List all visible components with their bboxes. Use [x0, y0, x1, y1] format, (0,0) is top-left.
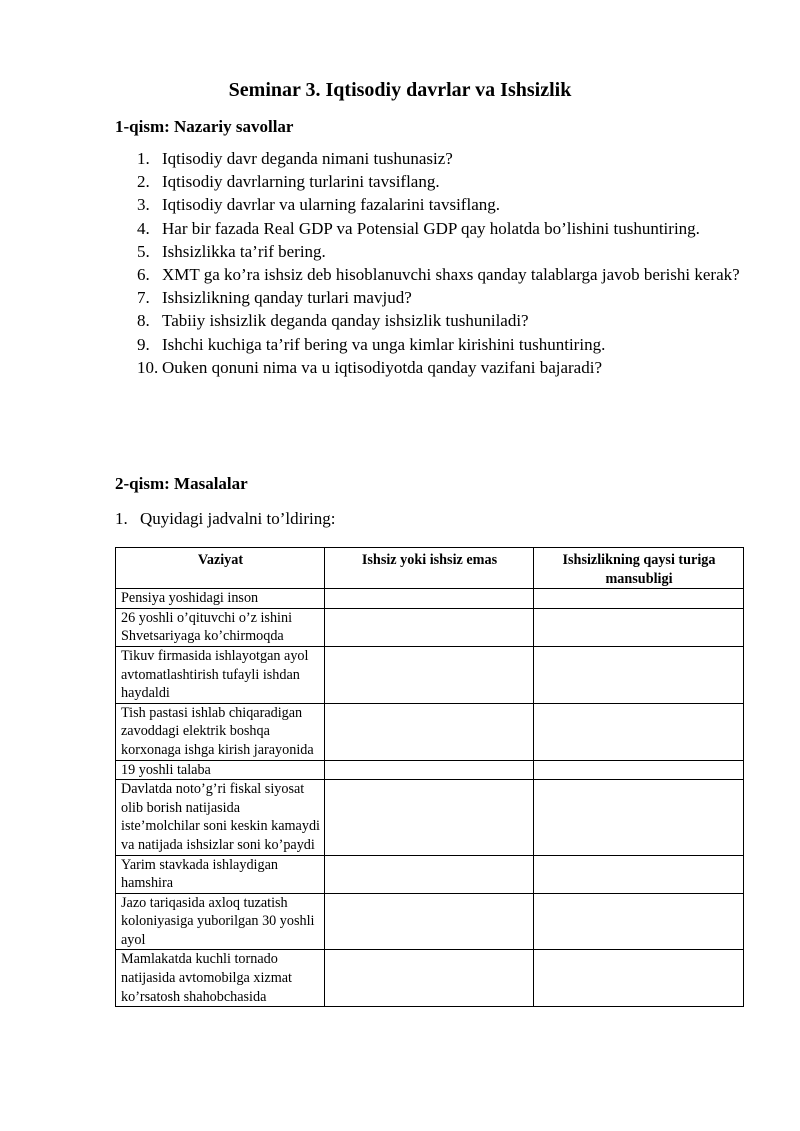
table-row — [116, 893, 744, 950]
question-list — [115, 147, 747, 379]
cell-status[interactable] — [325, 893, 534, 950]
list-item-number: 5. — [137, 241, 150, 261]
list-item — [115, 286, 747, 309]
list-item-number: 8. — [137, 311, 150, 331]
table-header-row — [116, 548, 744, 589]
cell-type[interactable] — [534, 950, 744, 1007]
list-item-text: Ishsizlikning qanday turlari mavjud? — [162, 288, 412, 308]
list-item-number: 9. — [137, 334, 150, 354]
cell-status[interactable] — [325, 855, 534, 893]
cell-situation: Tikuv firmasida ishlayotgan ayol avtomatlashtirish tufayli ishdan haydaldi — [116, 646, 325, 703]
list-item-text: XMT ga ko’ra ishsiz deb hisoblanuvchi shaxs qanday talablarga javob berishi kerak? — [162, 265, 740, 285]
list-item-number: 2. — [137, 172, 150, 192]
cell-type[interactable] — [534, 893, 744, 950]
cell-status[interactable] — [325, 950, 534, 1007]
cell-type[interactable] — [534, 608, 744, 646]
list-item — [115, 333, 747, 356]
table-row — [116, 589, 744, 609]
cell-type[interactable] — [534, 589, 744, 609]
list-item-number: 3. — [137, 195, 150, 215]
list-item — [115, 356, 747, 379]
cell-type[interactable] — [534, 646, 744, 703]
list-item-text: Ouken qonuni nima va u iqtisodiyotda qanday vazifani bajaradi? — [162, 357, 602, 377]
task-text: Quyidagi jadvalni to’ldiring: — [140, 509, 336, 528]
list-item — [115, 217, 747, 240]
list-item-text: Har bir fazada Real GDP va Potensial GDP qay holatda bo’lishini tushuntiring. — [162, 218, 700, 238]
page-title: Seminar 3. Iqtisodiy davrlar va Ishsizlik — [228, 79, 572, 101]
list-item-text: Iqtisodiy davr deganda nimani tushunasiz? — [162, 149, 453, 168]
list-item-number: 4. — [137, 218, 150, 238]
cell-situation: 26 yoshli o’qituvchi o’z ishini Shvetsariyaga ko’chirmoqda — [116, 608, 325, 646]
cell-type[interactable] — [534, 703, 744, 760]
table-row — [116, 703, 744, 760]
cell-type[interactable] — [534, 760, 744, 780]
cell-situation: Davlatda noto’g’ri fiskal siyosat olib borish natijasida iste’molchilar soni keskin kamaydi va natijada ishsizlar soni ko’paydi — [116, 780, 325, 855]
table-row — [116, 608, 744, 646]
cell-status[interactable] — [325, 760, 534, 780]
cell-status[interactable] — [325, 608, 534, 646]
table-row — [116, 950, 744, 1007]
table-row — [116, 646, 744, 703]
cell-type[interactable] — [534, 855, 744, 893]
list-item — [115, 309, 747, 332]
list-item-number: 6. — [137, 265, 150, 285]
list-item — [115, 263, 747, 286]
list-item-text: Iqtisodiy davrlar va ularning fazalarini tavsiflang. — [162, 195, 500, 215]
list-item — [115, 193, 747, 216]
list-item-number: 10. — [137, 357, 159, 377]
column-header-situation: Vaziyat — [116, 548, 325, 589]
cell-situation: Yarim stavkada ishlaydigan hamshira — [116, 855, 325, 893]
column-header-type: Ishsizlikning qaysi turiga mansubligi — [534, 548, 744, 589]
list-item — [115, 170, 747, 193]
list-item-text: Tabiiy ishsizlik deganda qanday ishsizlik tushuniladi? — [162, 311, 529, 331]
cell-situation: 19 yoshli talaba — [116, 760, 325, 780]
list-item-number: 1. — [137, 149, 150, 168]
cell-status[interactable] — [325, 780, 534, 855]
cell-status[interactable] — [325, 646, 534, 703]
list-item-text: Iqtisodiy davrlarning turlarini tavsiflang. — [162, 172, 440, 192]
section-heading-problems: 2-qism: Masalalar — [115, 474, 248, 493]
table-row — [116, 855, 744, 893]
cell-situation: Tish pastasi ishlab chiqaradigan zavoddagi elektrik boshqa korxonaga ishga kirish jarayonida — [116, 703, 325, 760]
task-number: 1. — [115, 509, 128, 528]
list-item — [115, 240, 747, 263]
list-item-text: Ishchi kuchiga ta’rif bering va unga kimlar kirishini tushuntiring. — [162, 334, 606, 354]
table-row — [116, 760, 744, 780]
situation-table — [115, 547, 744, 1007]
cell-status[interactable] — [325, 589, 534, 609]
column-header-status: Ishsiz yoki ishsiz emas — [325, 548, 534, 589]
list-item — [115, 147, 747, 170]
task-instruction — [115, 508, 335, 530]
section-heading-theory: 1-qism: Nazariy savollar — [115, 117, 294, 136]
table-row — [116, 780, 744, 855]
list-item-number: 7. — [137, 288, 150, 308]
list-item-text: Ishsizlikka ta’rif bering. — [162, 241, 326, 261]
cell-situation: Pensiya yoshidagi inson — [116, 589, 325, 609]
cell-status[interactable] — [325, 703, 534, 760]
cell-type[interactable] — [534, 780, 744, 855]
cell-situation: Jazo tariqasida axloq tuzatish koloniyasiga yuborilgan 30 yoshli ayol — [116, 893, 325, 950]
cell-situation: Mamlakatda kuchli tornado natijasida avtomobilga xizmat ko’rsatosh shahobchasida — [116, 950, 325, 1007]
